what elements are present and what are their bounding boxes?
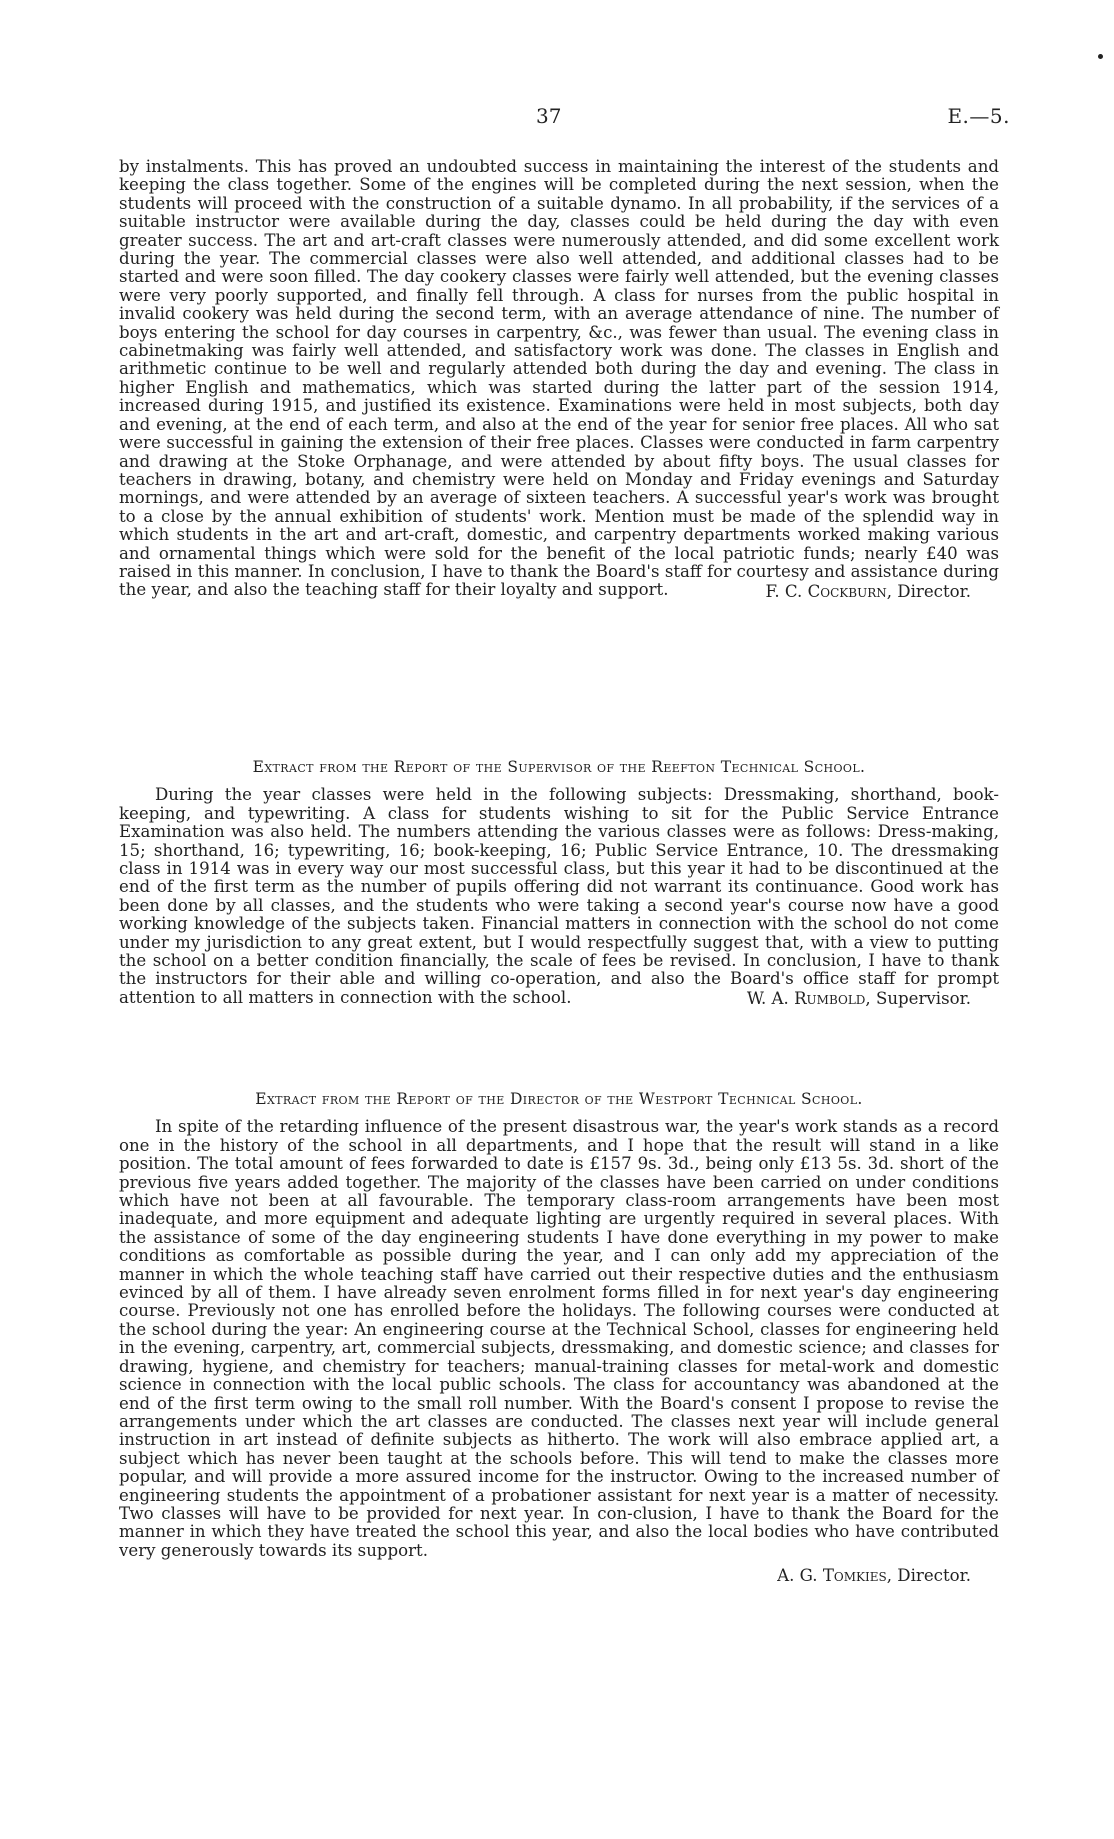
paragraph: In spite of the retarding influence of the present disastrous war, the year's work stands as a record one in the history of the school in all departments, and I hope that the result will stand in a like position. The total amount of fees forwarded to date is £157 9s. 3d., being only £13 5s. 3d. short of the previous five years added together. The majority of the classes have been carried on under conditions which have not been at all favourable. The temporary class-room arrangements have been most inadequate, and more equipment and adequate lighting are urgently required in several places. With the assistance of some of the day engineering students I have done everything in my power to make conditions as comfortable as possible during the year, and I can only add my appreciation of the manner in which the whole teaching staff have carried out their respective duties and the enthusiasm evinced by all of them. I have already seven enrolment forms filled in for next year's day engineering course. Previously not one has enrolled before the holidays. The following courses were conducted at the school during the year: An engineering course at the Technical School, classes for engineering held in the evening, carpentry, art, commercial subjects, dressmaking, and domestic science; and classes for drawing, hygiene, and chemistry for teachers; manual-training classes for metal-work and domestic science in connection with the local public schools. The class for accountancy was abandoned at the end of the first term owing to the small roll number. With the Board's consent I propose to revise the arrangements under which the art classes are conducted. The classes next year will include general instruction in art instead of definite subjects as hitherto. The work will also embrace applied art, a subject which has never been taught at the schools before. This will tend to make the classes more popular, and will provide a more assured income for the instructor. Owing to the increased number of engineering students the appointment of a probationer assistant for next year is a matter of necessity. Two classes will have to be provided for next year. In con-clusion, I have to thank the Board for the manner in which they have treated the school this year, and also the local bodies who have contributed very generously towards its support. (119, 1117, 999, 1560)
scan-mark (1098, 54, 1103, 59)
signature-role: Director. (897, 581, 971, 601)
signature-role: Director. (897, 1566, 971, 1586)
section-westport-report (119, 1090, 999, 1586)
paragraph: During the year classes were held in the following subjects: Dressmaking, shorthand, book-keeping, and typewriting. A class for students wishing to sit for the Public Service Entrance Examination was also held. The numbers attending the various classes were as follows: Dress-making, 15; shorthand, 16; typewriting, 16; book-keeping, 16; Public Service Entrance, 10. The dressmaking class in 1914 was in every way our most successful class, but this year it had to be discontinued at the end of the first term as the number of pupils offering did not warrant its continuance. Good work has been done by all classes, and the students who were taking a second year's course now have a good working knowledge of the subjects taken. Financial matters in connection with the school do not come under my jurisdiction to any great extent, but I would respectfully suggest that, with a view to putting the school on a better condition financially, the scale of fees be revised. In conclusion, I have to thank the instructors for their able and willing co-operation, and also the Board's office staff for prompt attention to all matters in connection with the school. (119, 785, 999, 1007)
signature-name: F. C. Cockburn, (765, 581, 893, 601)
paragraph: by instalments. This has proved an undoubted success in maintaining the interest of the students and keeping the class together. Some of the engines will be completed during the next session, when the students will proceed with the construction of a suitable dynamo. In all probability, if the services of a suitable instructor were available during the day, classes could be held during the day with even greater success. The art and art-craft classes were numerously attended, and did some excellent work during the year. The commercial classes were also well attended, and additional classes had to be started and were soon filled. The day cookery classes were fairly well attended, but the evening classes were very poorly supported, and finally fell through. A class for nurses from the public hospital in invalid cookery was held during the second term, with an average attendance of nine. The number of boys entering the school for day courses in carpentry, &c., was fewer than usual. The evening class in cabinetmaking was fairly well attended, and satisfactory work was done. The classes in English and arithmetic continue to be well and regularly attended both during the day and evening. The class in higher English and mathematics, which was started during the latter part of the session 1914, increased during 1915, and justified its existence. Examinations were held in most subjects, both day and evening, at the end of each term, and also at the end of the year for senior free places. All who sat were successful in gaining the extension of their free places. Classes were conducted in farm carpentry and drawing at the Stoke Orphanage, and were attended by about fifty boys. The usual classes for teachers in drawing, botany, and chemistry were held on Monday and Friday evenings and Saturday mornings, and were attended by an average of sixteen teachers. A successful year's work was brought to a close by the annual exhibition of students' work. Mention must be made of the splendid way in which students in the art and art-craft, domestic, and carpentry departments worked making various and ornamental things which were sold for the benefit of the local patriotic funds; nearly £40 was raised in this manner. In conclusion, I have to thank the Board's staff for courtesy and assistance during the year, and also the teaching staff for their loyalty and support. (119, 157, 999, 600)
signature-name: A. G. Tomkies, (777, 1566, 893, 1586)
page-header (150, 104, 1010, 134)
section-heading: Extract from the Report of the Supervisor of the Reefton Technical School. (252, 758, 866, 776)
signature (119, 1566, 999, 1586)
section-reefton-report (119, 758, 999, 1009)
section-nelson-report (119, 158, 999, 602)
series-reference: E.—5. (947, 104, 1010, 128)
signature-name: W. A. Rumbold, (746, 989, 871, 1009)
page-number: 37 (536, 104, 562, 128)
section-heading: Extract from the Report of the Director of the Westport Technical School. (255, 1090, 863, 1108)
signature-role: Supervisor. (875, 989, 971, 1009)
